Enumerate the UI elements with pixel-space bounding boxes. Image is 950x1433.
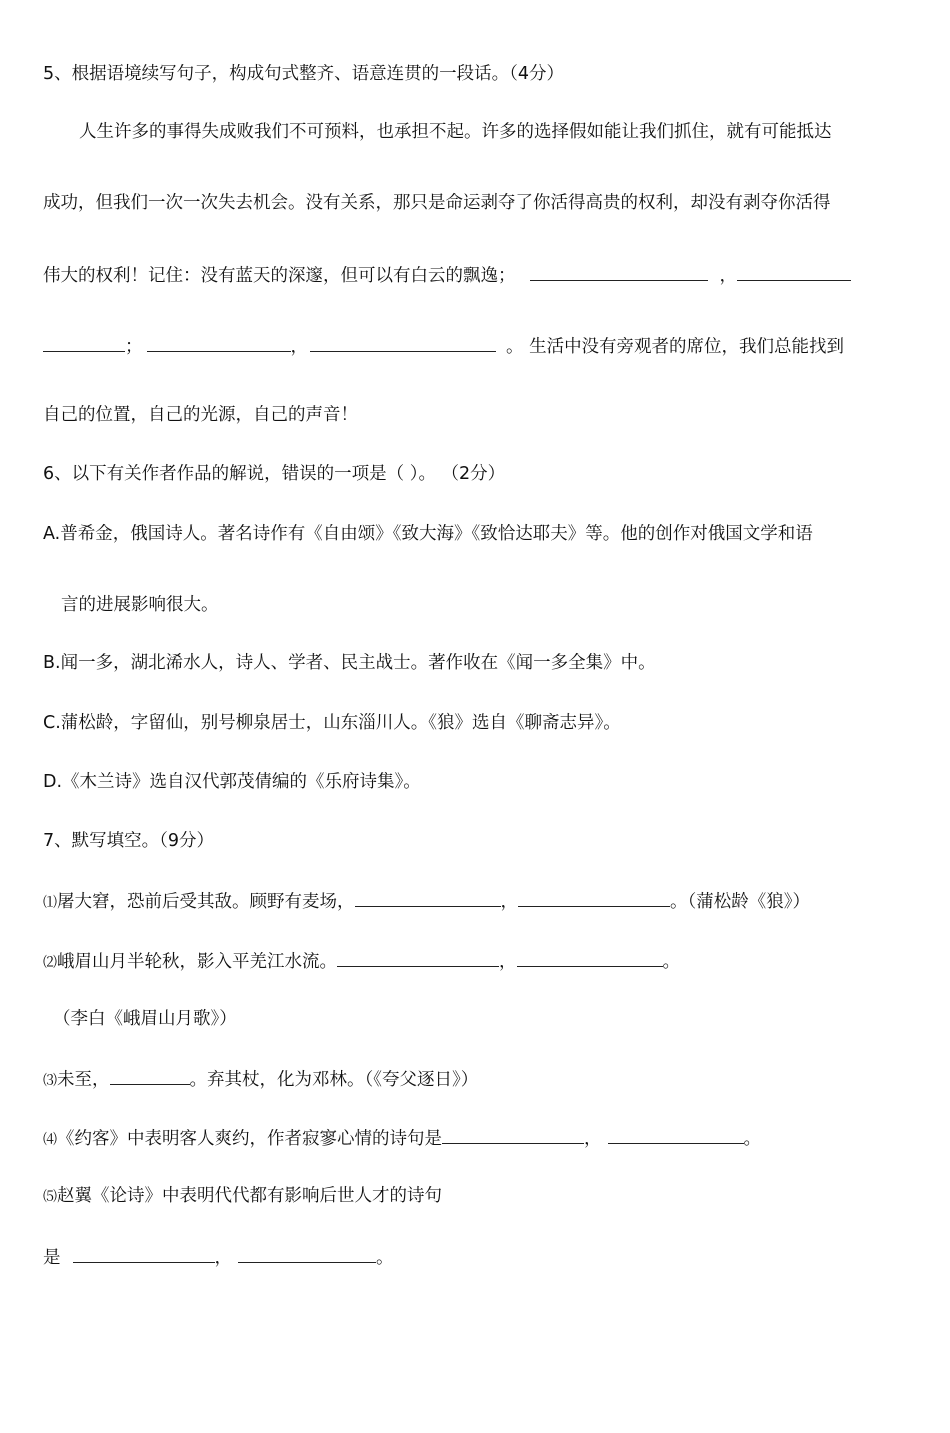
fill-item-5-line2 [43,1244,394,1270]
punctuation: 。 [376,1248,394,1268]
answer-blank[interactable] [517,948,663,967]
question-5-paragraph-line1: 人生许多的事得失成败我们不可预料，也承担不起。许多的选择假如能让我们抓住，就有可能抵达 [79,122,832,142]
punctuation: ， [290,337,308,357]
answer-blank[interactable] [337,948,499,967]
item-source: 。（蒲松龄《狼》） [670,892,810,912]
item-text: 《约客》中表明客人爽约，作者寂寥心情的诗句是 [57,1129,442,1149]
fill-item-5 [43,1184,442,1209]
question-5-paragraph-line4 [43,333,844,359]
paragraph-text: 。 生活中没有旁观者的席位，我们总能找到 [506,337,845,357]
answer-blank-4[interactable] [147,333,291,352]
item-number: ⑶ [43,1073,57,1089]
question-6-title: 6、以下有关作者作品的解说，错误的一项是（ ）。 （2分） [43,464,506,484]
option-a-line1: A.普希金，俄国诗人。著名诗作有《自由颂》《致大海》《致恰达耶夫》等。他的创作对俄国文学和语 [43,524,813,544]
item-number: ⑷ [43,1132,57,1148]
punctuation: ， [500,892,518,912]
item-number: ⑴ [43,895,57,911]
option-b: B.闻一多，湖北浠水人，诗人、学者、民主战士。著作收在《闻一多全集》中。 [43,653,656,673]
question-7-title: 7、默写填空。（9分） [43,831,215,851]
answer-blank-2[interactable] [737,262,851,281]
punctuation: ， [214,1248,232,1268]
question-5-paragraph-line2: 成功，但我们一次一次失去机会。没有关系，那只是命运剥夺了你活得高贵的权利，却没有剥夺你活得 [43,193,831,213]
item-number: ⑵ [43,955,57,971]
item-text: 未至， [57,1070,110,1090]
fill-item-1 [43,888,810,915]
fill-item-2 [43,948,680,975]
fill-item-3 [43,1066,478,1093]
item-text: 是 [43,1248,61,1268]
question-5-title: 5、根据语境续写句子，构成句式整齐、语意连贯的一段话。（4分） [43,64,565,84]
punctuation: ， [584,1129,602,1149]
answer-blank[interactable] [355,888,501,907]
punctuation: ， [499,952,517,972]
item-text: 峨眉山月半轮秋，影入平羌江水流。 [57,952,337,972]
answer-blank[interactable] [73,1244,215,1263]
answer-blank[interactable] [442,1125,584,1144]
answer-blank-1[interactable] [530,262,708,281]
punctuation: ， [719,266,737,286]
option-a-line2: 言的进展影响很大。 [61,595,219,615]
option-c: C.蒲松龄，字留仙，别号柳泉居士，山东淄川人。《狼》选自《聊斋志异》。 [43,713,621,733]
question-5-paragraph-line5: 自己的位置，自己的光源，自己的声音！ [43,405,358,425]
item-text: 赵翼《论诗》中表明代代都有影响后世人才的诗句 [57,1186,442,1206]
fill-item-2-source: （李白《峨眉山月歌》） [53,1009,237,1029]
answer-blank[interactable] [608,1125,744,1144]
answer-blank[interactable] [110,1066,190,1085]
item-number: ⑸ [43,1189,57,1205]
item-text: 屠大窘，恐前后受其敌。顾野有麦场， [57,892,355,912]
answer-blank[interactable] [518,888,670,907]
answer-blank-5[interactable] [310,333,496,352]
paragraph-text: 伟大的权利！记住：没有蓝天的深邃，但可以有白云的飘逸； [43,266,516,286]
item-text: 。弃其杖，化为邓林。（《夸父逐日》） [189,1070,479,1090]
answer-blank-3[interactable] [43,333,125,352]
option-d: D.《木兰诗》选自汉代郭茂倩编的《乐府诗集》。 [43,772,421,792]
answer-blank[interactable] [238,1244,376,1263]
fill-item-4 [43,1125,761,1152]
question-5-paragraph-line3 [43,262,851,288]
punctuation: 。 [662,952,680,972]
punctuation: 。 [743,1129,761,1149]
punctuation: ； [125,337,143,357]
